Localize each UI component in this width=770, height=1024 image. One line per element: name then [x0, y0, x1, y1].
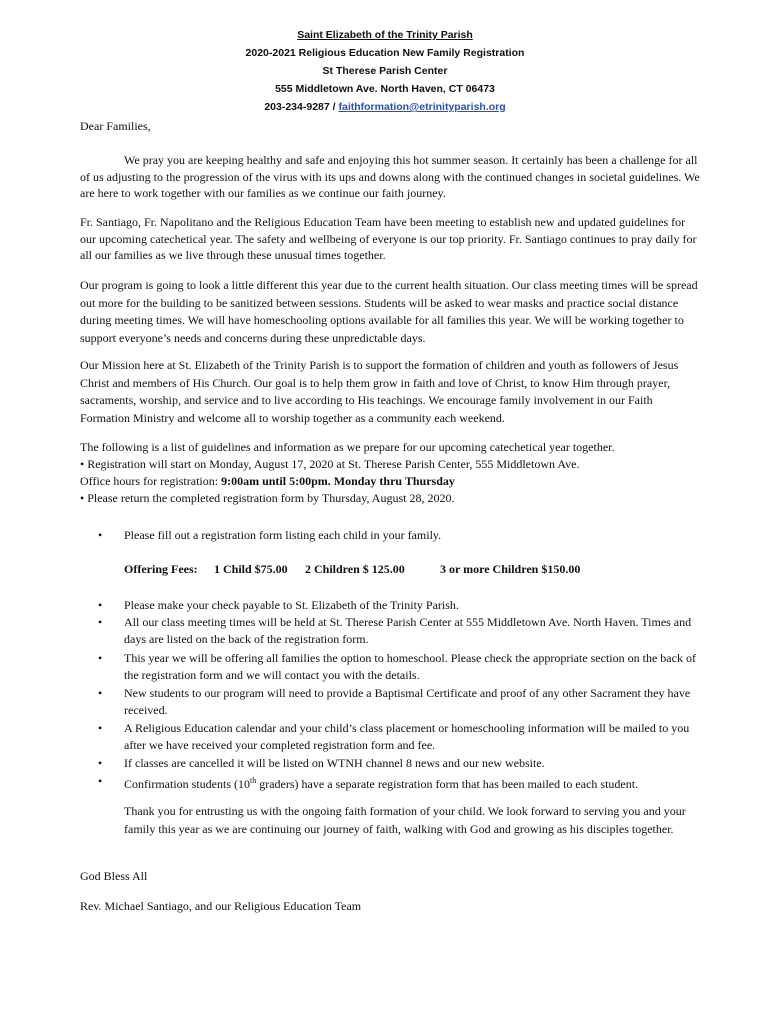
confirmation-after: graders) have a separate registration form that has been mailed to each student.	[256, 777, 639, 791]
list-item-text: Please fill out a registration form listing each child in your family.	[124, 528, 442, 542]
guidelines-section	[80, 439, 700, 507]
list-item-text: If classes are cancelled it will be listed on WTNH channel 8 news and our new website.	[124, 756, 545, 770]
confirmation-sup: th	[250, 776, 257, 785]
bullet-mark: •	[98, 756, 103, 770]
office-hours-value: 9:00am until 5:00pm. Monday thru Thursday	[221, 474, 455, 488]
confirmation-text	[124, 773, 702, 793]
bullet-mark: •	[98, 721, 103, 735]
list-item-text: This year we will be offering all families the option to homeschool. Please check the appropriate section on the back of the registration form and we will contact you with the details.	[124, 651, 696, 682]
parish-address: 555 Middletown Ave. North Haven, CT 06473	[275, 83, 495, 95]
guidelines-intro: The following is a list of guidelines and information as we prepare for our upcoming catechetical year together.	[80, 440, 615, 454]
contact-line	[0, 98, 770, 116]
offering-fees	[124, 561, 580, 577]
list-item-text: All our class meeting times will be held at St. Therese Parish Center at 555 Middletown Ave. North Haven. Times and days are listed on the back of the registration form.	[124, 615, 692, 646]
paragraph-program: Our program is going to look a little different this year due to the current health situation. Our class meeting times will be spread out more for the building to be sanitized between sessions. Students will be asked to wear masks and practice social distance during meeting times. We will have homeschooling options available for all families this year. We will be working together to support everyone’s needs and concerns during these unpredictable days.	[80, 278, 698, 345]
registration-start: • Registration will start on Monday, August 17, 2020 at St. Therese Parish Center, 555 Middletown Ave.	[80, 457, 580, 471]
signature: Rev. Michael Santiago, and our Religious Education Team	[80, 899, 362, 913]
paragraph-team: Fr. Santiago, Fr. Napolitano and the Religious Education Team have been meeting to establish new and updated guidelines for our upcoming catechetical year. The safety and wellbeing of everyone is our top priority. Fr. Santiago continues to pray daily for all our families as we live through these unusual times together.	[80, 215, 697, 262]
bullet-mark: •	[98, 528, 103, 542]
letter-header	[0, 26, 770, 116]
fee-one-child: 1 Child $75.00	[214, 562, 288, 576]
fees-label: Offering Fees:	[124, 562, 198, 576]
bullet-mark: •	[98, 651, 103, 665]
list-item-text: New students to our program will need to provide a Baptismal Certificate and proof of any other Sacrament they have received.	[124, 686, 691, 717]
thank-you-paragraph: Thank you for entrusting us with the ongoing faith formation of your child. We look forward to serving you and your family this year as we are continuing our journey of faith, walking with God and growing as his disciples together.	[124, 804, 686, 836]
paragraph-greeting: We pray you are keeping healthy and safe and enjoying this hot summer season. It certainly has been a challenge for all of us adjusting to the progression of the virus with its ups and downs along with the continued changes in societal guidelines. We are here to work together with our families as we continue our faith journey.	[80, 153, 700, 200]
office-hours-label: Office hours for registration:	[80, 474, 219, 488]
bullet-mark: •	[98, 686, 103, 700]
return-by: • Please return the completed registration form by Thursday, August 28, 2020.	[80, 491, 455, 505]
confirmation-before: Confirmation students (10	[124, 777, 250, 791]
bullet-mark: •	[98, 774, 103, 788]
salutation: Dear Families,	[80, 119, 151, 133]
list-item-text: Please make your check payable to St. Elizabeth of the Trinity Parish.	[124, 598, 459, 612]
email-link[interactable]: faithformation@etrinityparish.org	[338, 101, 506, 113]
phone-number: 203-234-9287 /	[264, 101, 336, 113]
bullet-mark: •	[98, 598, 103, 612]
bullet-mark: •	[98, 615, 103, 629]
registration-title: 2020-2021 Religious Education New Family Registration	[245, 47, 525, 59]
list-item-text: A Religious Education calendar and your child’s class placement or homeschooling information will be mailed to you after we have received your completed registration form and fee.	[124, 721, 690, 752]
paragraph-mission: Our Mission here at St. Elizabeth of the Trinity Parish is to support the formation of children and youth as followers of Jesus Christ and members of His Church. Our goal is to help them grow in faith and love of Christ, to know Him through prayer, sacraments, worship, and service and to live according to His teachings. We encourage family involvement in our Faith Formation Ministry and welcome all to worship together as a community each weekend.	[80, 358, 679, 425]
parish-center: St Therese Parish Center	[322, 65, 448, 77]
fee-two-children: 2 Children $ 125.00	[305, 562, 405, 576]
fee-three-children: 3 or more Children $150.00	[440, 562, 581, 576]
office-hours	[80, 473, 700, 490]
parish-name: Saint Elizabeth of the Trinity Parish	[297, 29, 473, 41]
closing: God Bless All	[80, 869, 148, 883]
